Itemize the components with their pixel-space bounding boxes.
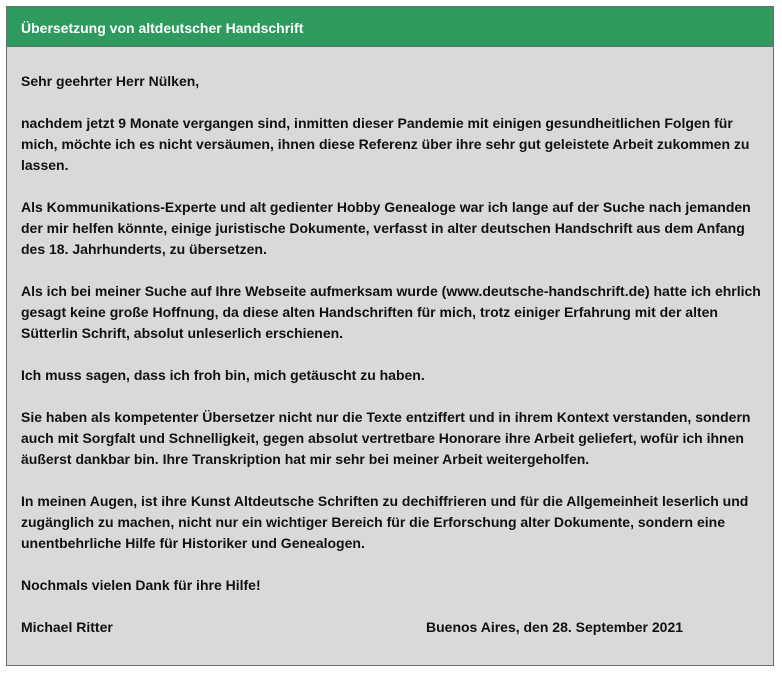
letter-paragraph: In meinen Augen, ist ihre Kunst Altdeutsche Schriften zu dechiffrieren und für die Allgemeinheit leserlich und zugänglich zu machen, nicht nur ein wichtiger Bereich für die Erforschung alter Dokumente, sondern eine unentbehrliche Hilfe für Historiker und Genealogen. [21, 493, 749, 551]
letter-closing: Nochmals vielen Dank für ihre Hilfe! [21, 577, 261, 593]
card-title: Übersetzung von altdeutscher Handschrift [21, 20, 304, 36]
letter-salutation: Sehr geehrter Herr Nülken, [21, 73, 200, 89]
letter-paragraph: Als Kommunikations-Experte und alt gedienter Hobby Genealoge war ich lange auf der Suche nach jemanden der mir helfen könnte, einige juristische Dokumente, verfasst in alter deutschen Handschrift aus dem Anfang des 18. Jahrhunderts, zu übersetzen. [21, 199, 751, 257]
signature-row [21, 617, 769, 638]
letter-body [21, 71, 769, 638]
place-and-date: Buenos Aires, den 28. September 2021 [426, 619, 684, 635]
testimonial-card [6, 6, 774, 666]
letter-paragraph: Als ich bei meiner Suche auf Ihre Webseite aufmerksam wurde (www.deutsche-handschrift.de) hatte ich ehrlich gesagt keine große Hoffnung, da diese alten Handschriften für mich, trotz einiger Erfahrung mit der alten Sütterlin Schrift, absolut unleserlich erschienen. [21, 283, 761, 341]
letter-paragraph: nachdem jetzt 9 Monate vergangen sind, inmitten dieser Pandemie mit einigen gesundheitlichen Folgen für mich, möchte ich es nicht versäumen, ihnen diese Referenz über ihre sehr gut geleistete Arbeit zukommen zu lassen. [21, 115, 750, 173]
signature-name: Michael Ritter [21, 619, 113, 635]
letter-paragraph: Ich muss sagen, dass ich froh bin, mich getäuscht zu haben. [21, 367, 425, 383]
letter-paragraph: Sie haben als kompetenter Übersetzer nicht nur die Texte entziffert und in ihrem Kontext verstanden, sondern auch mit Sorgfalt und Schnelligkeit, gegen absolut vertretbare Honorare ihre Arbeit geliefert, wofür ich ihnen äußerst dankbar bin. Ihre Transkription hat mir sehr bei meiner Arbeit weitergeholfen. [21, 409, 751, 467]
card-header [7, 7, 773, 47]
